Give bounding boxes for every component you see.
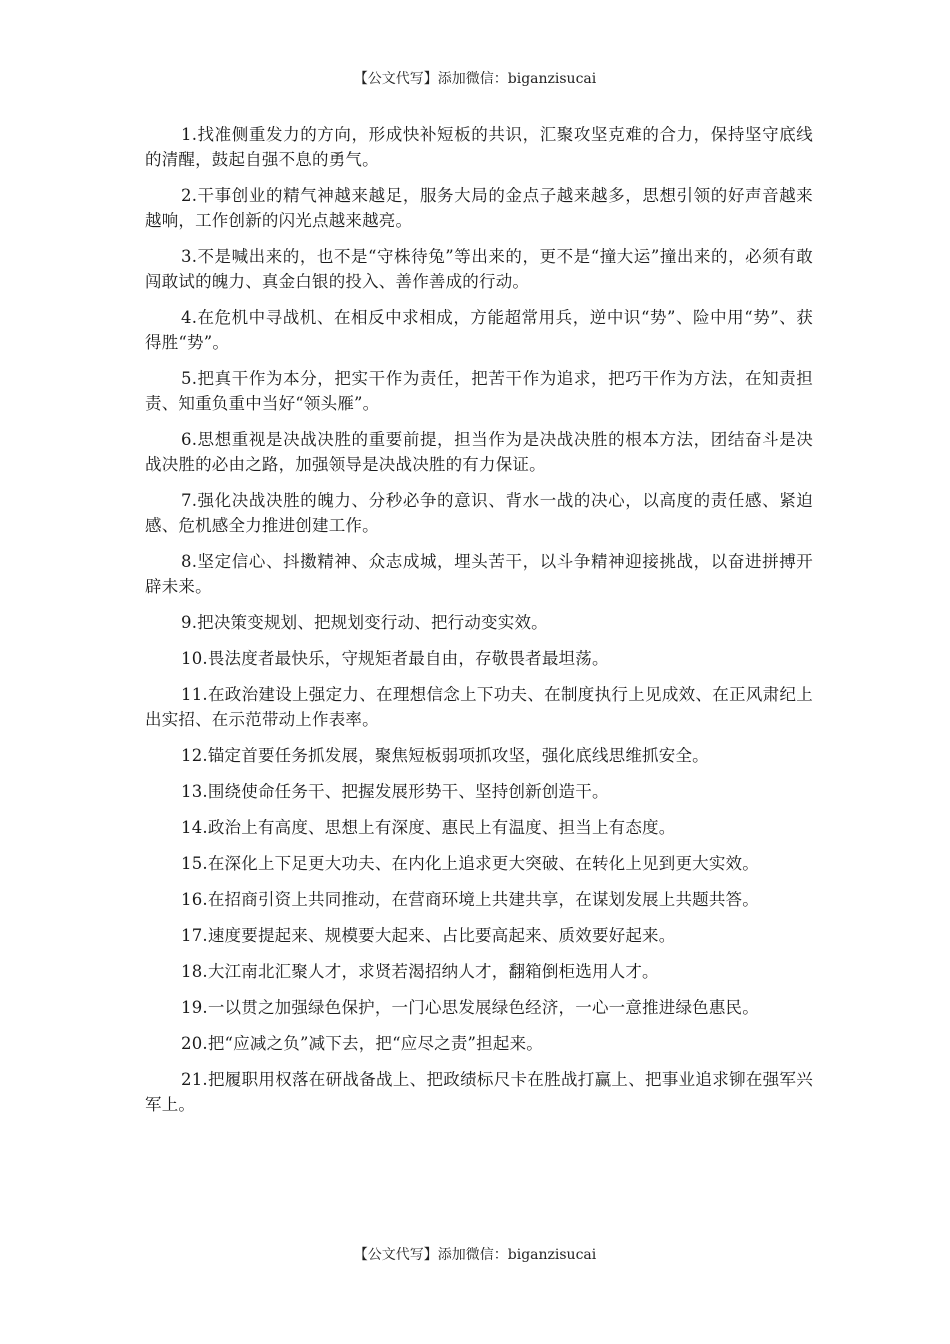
paragraph: 8.坚定信心、抖擞精神、众志成城，埋头苦干，以斗争精神迎接挑战，以奋进拼搏开辟未来。 [145, 552, 813, 596]
paragraph: 9.把决策变规划、把规划变行动、把行动变实效。 [181, 613, 548, 632]
paragraph: 19.一以贯之加强绿色保护，一门心思发展绿色经济，一心一意推进绿色惠民。 [181, 998, 759, 1017]
page-footer: 【公文代写】添加微信：biganzisucai [353, 1247, 597, 1263]
paragraph: 11.在政治建设上强定力、在理想信念上下功夫、在制度执行上见成效、在正风肃纪上出实招、在示范带动上作表率。 [145, 685, 813, 729]
paragraph: 20.把“应减之负”减下去，把“应尽之责”担起来。 [181, 1034, 543, 1053]
paragraph: 12.锚定首要任务抓发展，聚焦短板弱项抓攻坚，强化底线思维抓安全。 [181, 746, 709, 765]
paragraph: 1.找准侧重发力的方向，形成快补短板的共识，汇聚攻坚克难的合力，保持坚守底线的清醒，鼓起自强不息的勇气。 [145, 125, 813, 169]
paragraph: 21.把履职用权落在研战备战上、把政绩标尺卡在胜战打赢上、把事业追求铆在强军兴军上。 [145, 1070, 813, 1114]
paragraph: 15.在深化上下足更大功夫、在内化上追求更大突破、在转化上见到更大实效。 [181, 854, 759, 873]
paragraph: 13.围绕使命任务干、把握发展形势干、坚持创新创造干。 [181, 782, 609, 801]
page-header: 【公文代写】添加微信：biganzisucai [353, 71, 597, 87]
paragraph: 7.强化决战决胜的魄力、分秒必争的意识、背水一战的决心，以高度的责任感、紧迫感、危机感全力推进创建工作。 [145, 491, 813, 535]
paragraph: 18.大江南北汇聚人才，求贤若渴招纳人才，翻箱倒柜选用人才。 [181, 962, 659, 981]
paragraph: 17.速度要提起来、规模要大起来、占比要高起来、质效要好起来。 [181, 926, 676, 945]
document-body [145, 122, 813, 1128]
paragraph: 10.畏法度者最快乐，守规矩者最自由，存敬畏者最坦荡。 [181, 649, 609, 668]
paragraph: 16.在招商引资上共同推动，在营商环境上共建共享，在谋划发展上共题共答。 [181, 890, 759, 909]
paragraph: 2.干事创业的精气神越来越足，服务大局的金点子越来越多，思想引领的好声音越来越响，工作创新的闪光点越来越亮。 [145, 186, 813, 230]
paragraph: 3.不是喊出来的，也不是“守株待兔”等出来的，更不是“撞大运”撞出来的，必须有敢闯敢试的魄力、真金白银的投入、善作善成的行动。 [145, 247, 813, 291]
paragraph: 6.思想重视是决战决胜的重要前提，担当作为是决战决胜的根本方法，团结奋斗是决战决胜的必由之路，加强领导是决战决胜的有力保证。 [145, 430, 813, 474]
paragraph: 4.在危机中寻战机、在相反中求相成，方能超常用兵，逆中识“势”、险中用“势”、获得胜“势”。 [145, 308, 813, 352]
paragraph: 14.政治上有高度、思想上有深度、惠民上有温度、担当上有态度。 [181, 818, 676, 837]
paragraph: 5.把真干作为本分，把实干作为责任，把苦干作为追求，把巧干作为方法，在知责担责、知重负重中当好“领头雁”。 [145, 369, 813, 413]
